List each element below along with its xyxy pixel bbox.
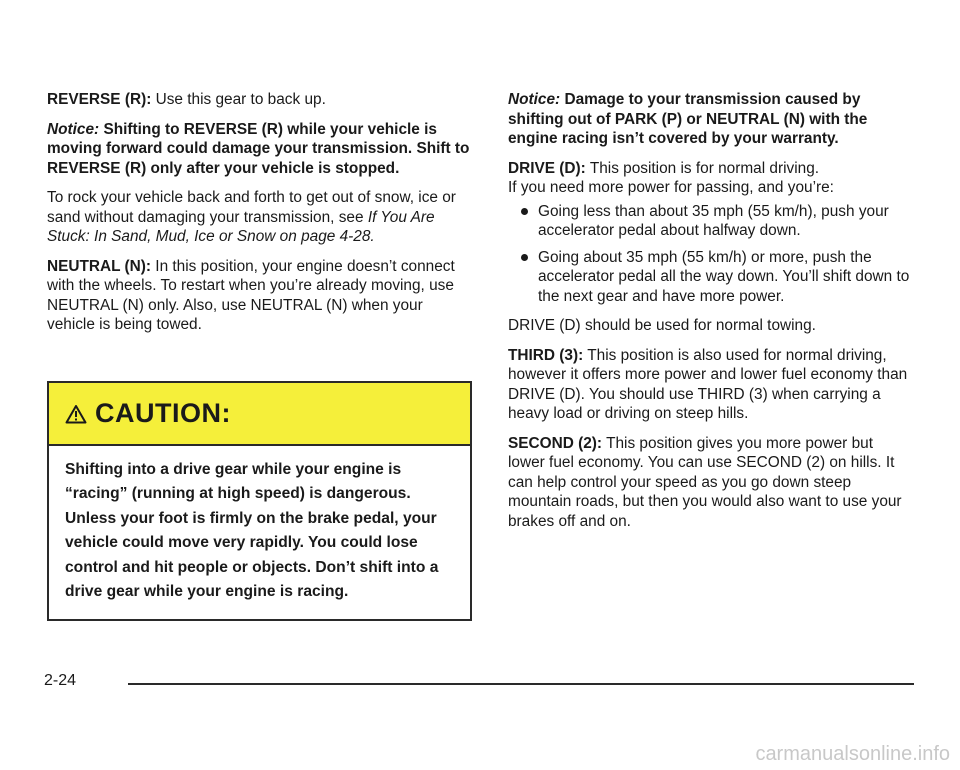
bullet-dot-icon (521, 254, 528, 261)
second-text: This position gives you more power but lower fuel economy. You can use SECOND (2) on hills. It can help control your speed as you go down steep mountain roads, but then you would also want to use your brakes off and on. (508, 434, 902, 530)
reverse-paragraph (47, 90, 472, 110)
neutral-label: NEUTRAL (N): (47, 257, 152, 275)
third-paragraph (508, 346, 913, 424)
neutral-text: In this position, your engine doesn’t connect with the wheels. To restart when you’re already moving, use NEUTRAL (N) only. Also, use NEUTRAL (N) when your vehicle is being towed. (47, 257, 455, 333)
left-column (47, 90, 472, 345)
notice-text: Shifting to REVERSE (R) while your vehicle is moving forward could damage your transmission. Shift to REVERSE (R) only after your vehicle is stopped. (47, 120, 470, 177)
list-item (508, 248, 913, 307)
warning-triangle-icon (65, 404, 87, 424)
drive-text-2: If you need more power for passing, and you’re: (508, 179, 834, 196)
third-text: This position is also used for normal driving, however it offers more power and lower fuel economy than DRIVE (D). You should use THIRD (3) when carrying a heavy load or driving on steep hills. (508, 346, 908, 422)
drive-towing-text: DRIVE (D) should be used for normal towing. (508, 317, 816, 334)
rock-text: To rock your vehicle back and forth to get out of snow, ice or sand without damaging your transmission, see (47, 189, 456, 226)
reverse-notice (47, 120, 472, 179)
bullet-text: Going about 35 mph (55 km/h) or more, push the accelerator pedal all the way down. You’ll shift down to the next gear and have more power. (538, 248, 910, 305)
rock-paragraph (47, 188, 472, 247)
park-notice (508, 90, 913, 149)
neutral-paragraph (47, 257, 472, 335)
right-column (508, 90, 913, 541)
list-item (508, 202, 913, 241)
drive-bullet-list (508, 202, 913, 307)
bullet-dot-icon (521, 208, 528, 215)
drive-text: This position is for normal driving. (589, 159, 820, 177)
stuck-reference-link[interactable]: If You Are Stuck: In Sand, Mud, Ice or Snow on page 4-28. (47, 208, 435, 245)
drive-label: DRIVE (D): (508, 159, 586, 177)
reverse-text: Use this gear to back up. (155, 91, 326, 108)
page-number: 2-24 (44, 672, 77, 689)
footer-rule (128, 683, 914, 685)
third-label: THIRD (3): (508, 346, 584, 364)
bullet-text: Going less than about 35 mph (55 km/h), push your accelerator pedal about halfway down. (538, 202, 889, 239)
watermark-text: carmanualsonline.info (755, 743, 950, 765)
caution-text: Shifting into a drive gear while your engine is “racing” (running at high speed) is dangerous. Unless your foot is firmly on the brake pedal, your vehicle could move very rapidly. You could lose control and hit people or objects. Don’t shift into a drive gear while your engine is racing. (65, 461, 439, 601)
notice-text: Damage to your transmission caused by shifting out of PARK (P) or NEUTRAL (N) with the engine racing isn’t covered by your warranty. (508, 91, 868, 147)
notice-label: Notice: (508, 91, 561, 108)
second-paragraph (508, 434, 913, 532)
drive-paragraph (508, 159, 913, 198)
second-label: SECOND (2): (508, 434, 603, 452)
caution-header (49, 383, 470, 446)
caution-box (47, 381, 472, 621)
notice-label: Notice: (47, 120, 100, 138)
caution-title: CAUTION: (95, 398, 231, 428)
reverse-label: REVERSE (R): (47, 91, 152, 108)
